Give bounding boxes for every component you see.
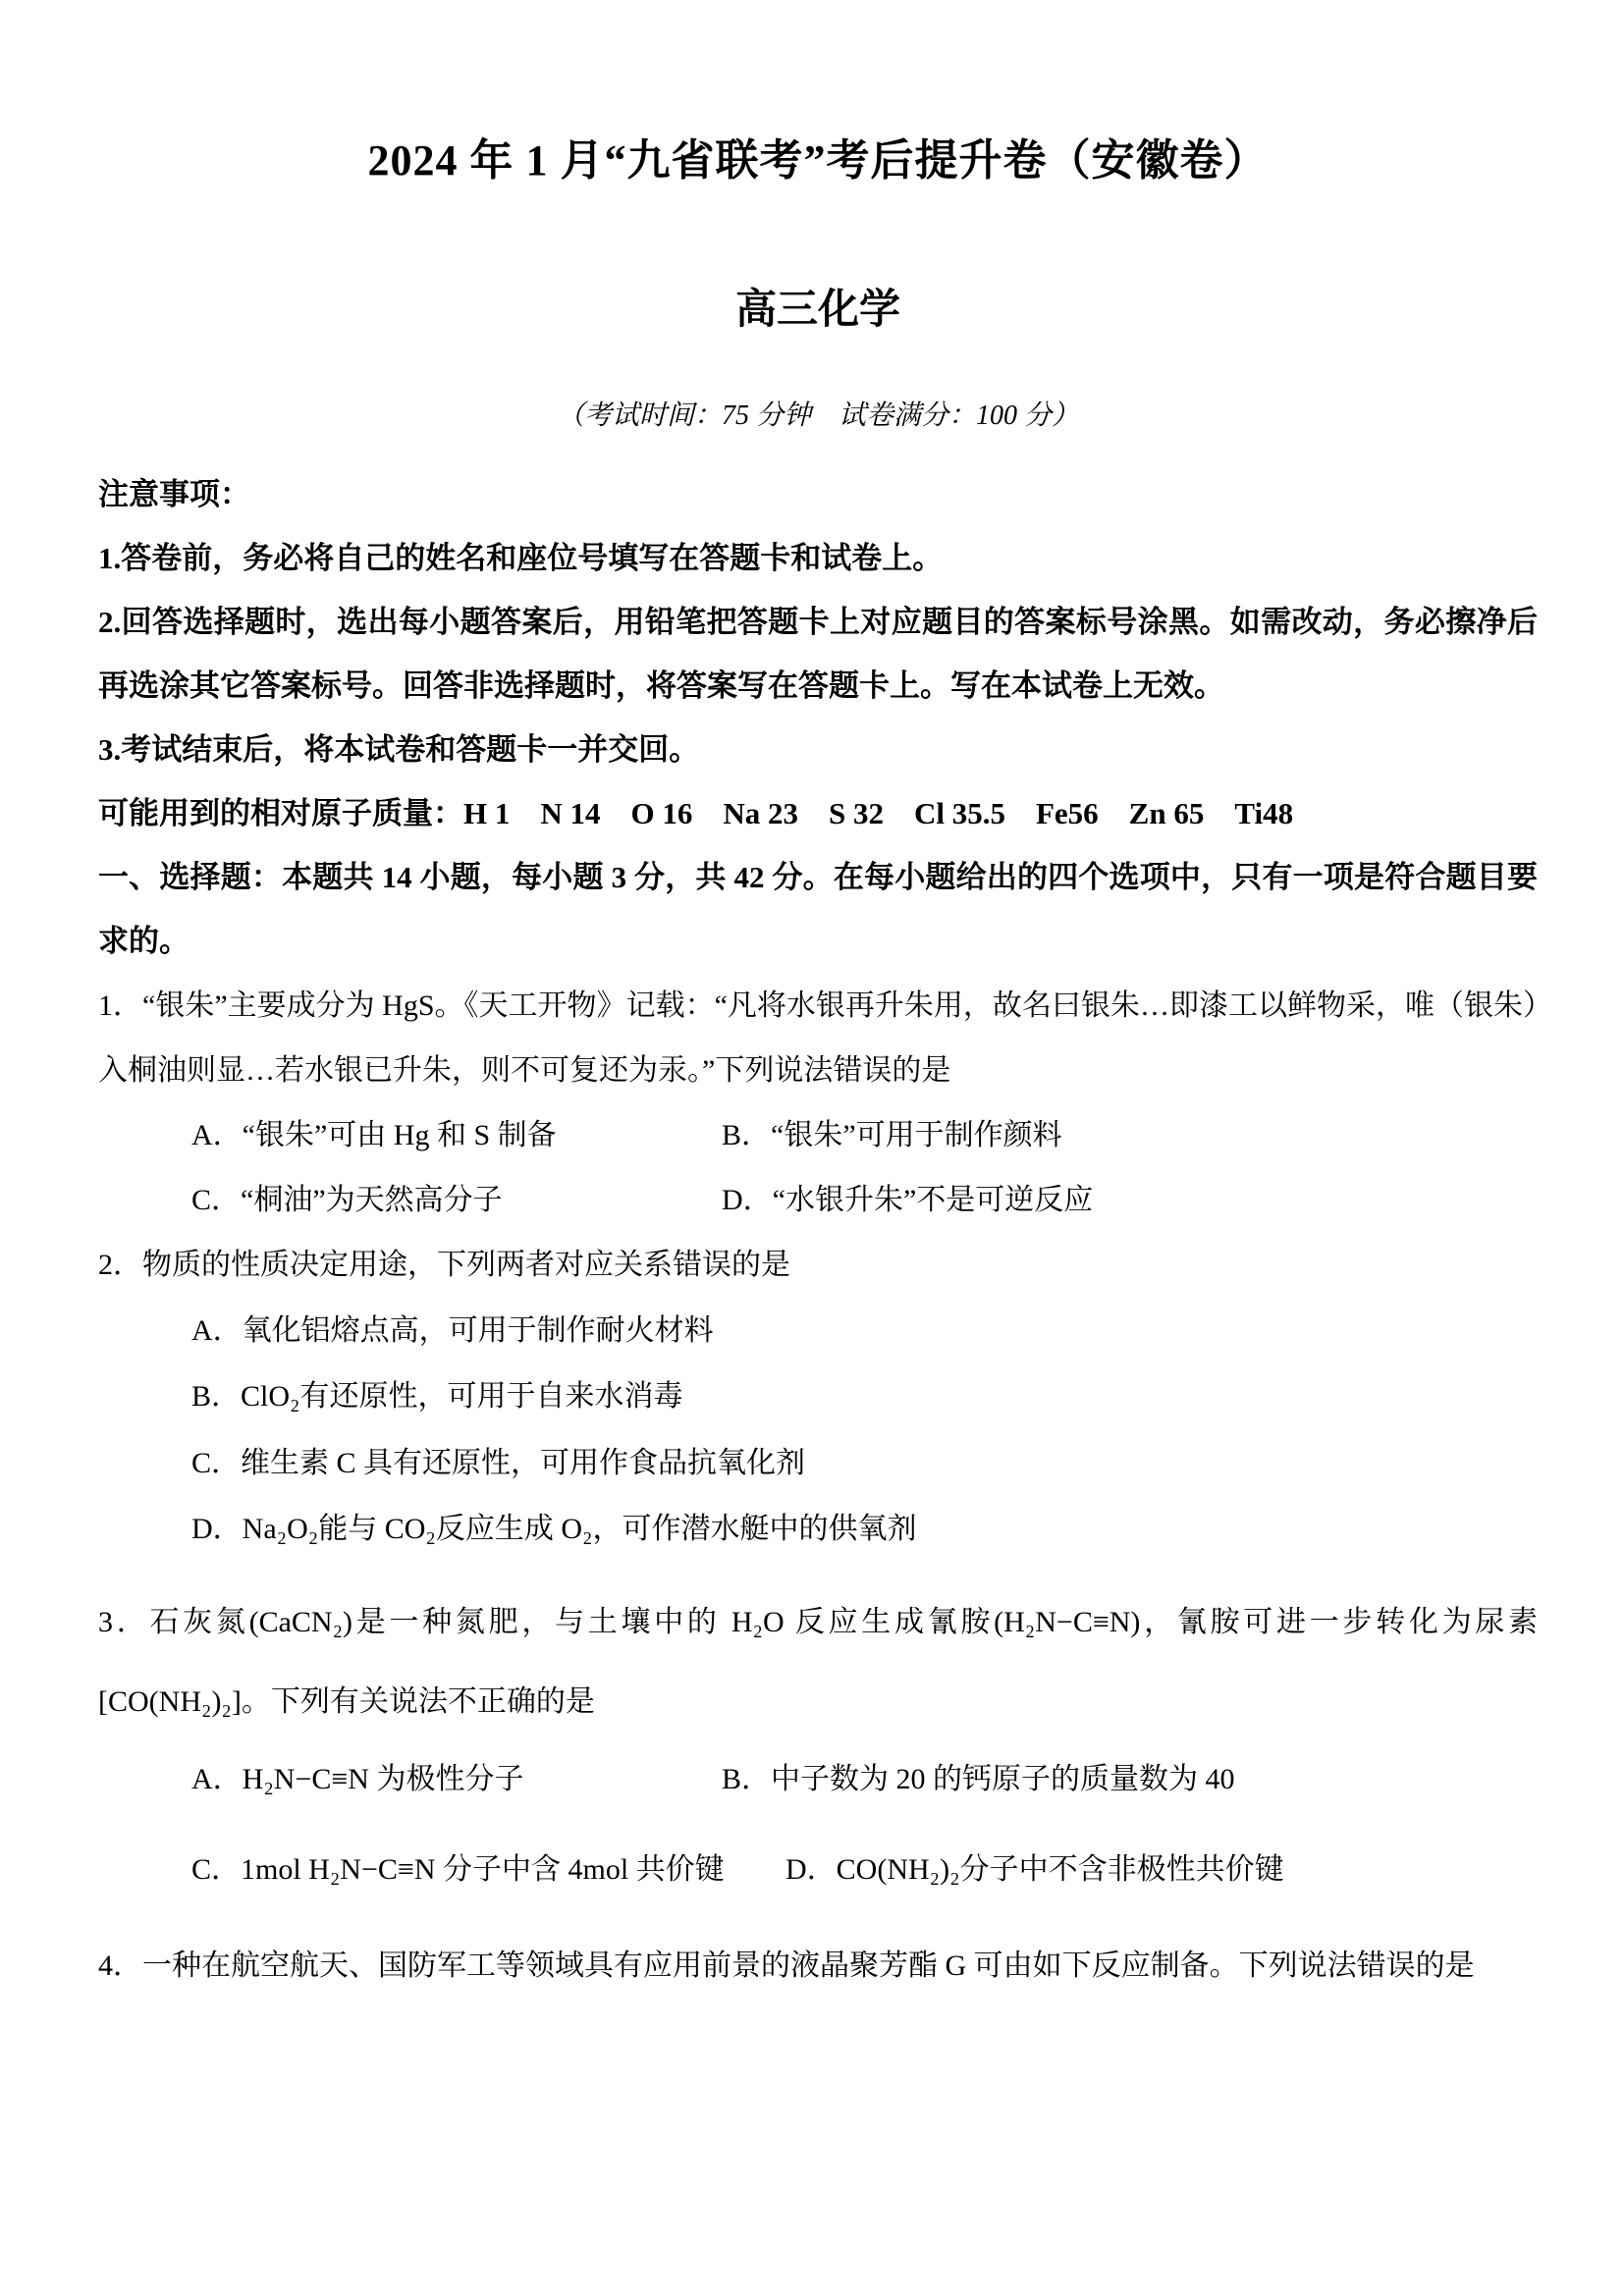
atomic-mass-line: 可能用到的相对原子质量：H 1 N 14 O 16 Na 23 S 32 Cl 35.5 Fe56 Zn 65 Ti48	[98, 796, 1294, 831]
question-1-option-a: A．“银朱”可由 Hg 和 S 制备	[191, 1118, 557, 1151]
question-3-options-row-1	[98, 1747, 1538, 1812]
question-3-options-row-2	[98, 1838, 1538, 1902]
question-3	[98, 1582, 1538, 1902]
question-4-number: 4．	[98, 1949, 142, 1982]
question-1-text: “银朱”主要成分为 HgS。《天工开物》记载：“凡将水银再升朱用，故名曰银朱…即漆工以鲜物采，唯（银朱）入桐油则显…若水银已升朱，则不可复还为汞。”下列说法错误的是	[98, 988, 1539, 1087]
notice-heading: 注意事项：	[98, 476, 250, 511]
notice-item-3: 3.考试结束后，将本试卷和答题卡一并交回。	[98, 732, 700, 768]
question-3-option-d: D．CO(NH₂)₂分子中不含非极性共价键	[785, 1852, 1284, 1886]
question-4-stem	[98, 1934, 1538, 1999]
question-2-option-a: A．氧化铝熔点高，可用于制作耐火材料	[191, 1313, 714, 1347]
question-3-option-c: C．1mol H₂N−C≡N 分子中含 4mol 共价键	[191, 1852, 725, 1886]
exam-info-line: （考试时间：75 分钟 试卷满分：100 分）	[556, 400, 1079, 432]
notice-item-2: 2.回答选择题时，选出每小题答案后，用铅笔把答题卡上对应题目的答案标号涂黑。如需改动，务必擦净后再选涂其它答案标号。回答非选择题时，将答案写在答题卡上。写在本试卷上无效。	[98, 604, 1538, 704]
question-2-stem	[98, 1233, 1538, 1298]
question-1-option-b: B．“银朱”可用于制作颜料	[722, 1118, 1062, 1151]
question-4-text: 一种在航空航天、国防军工等领域具有应用前景的液晶聚芳酯 G 可由如下反应制备。下列说法错误的是	[142, 1949, 1475, 1982]
question-4	[98, 1934, 1538, 1999]
question-1-number: 1．	[98, 988, 143, 1022]
question-1-options-row-1	[98, 1103, 1538, 1168]
paper-title: 2024 年 1 月“九省联考”考后提升卷（安徽卷）	[367, 136, 1269, 185]
question-3-number: 3．	[98, 1605, 150, 1638]
paper-subject: 高三化学	[734, 287, 900, 333]
question-1	[98, 974, 1538, 1233]
question-2-option-d: D．Na₂O₂能与 CO₂反应生成 O₂，可作潜水艇中的供氧剂	[191, 1513, 917, 1546]
question-2-number: 2．	[98, 1248, 142, 1281]
question-1-option-d: D．“水银升朱”不是可逆反应	[722, 1183, 1094, 1216]
section-heading: 一、选择题：本题共 14 小题，每小题 3 分，共 42 分。在每小题给出的四个选项中，只有一项是符合题目要求的。	[98, 860, 1538, 959]
question-1-options-row-2	[98, 1168, 1538, 1233]
question-2-text: 物质的性质决定用途，下列两者对应关系错误的是	[142, 1248, 790, 1281]
question-3-stem	[98, 1582, 1538, 1741]
notice-section	[98, 462, 1538, 974]
question-1-stem	[98, 974, 1538, 1103]
question-1-option-c: C．“桐油”为天然高分子	[191, 1183, 503, 1216]
question-3-option-a: A．H₂N−C≡N 为极性分子	[191, 1762, 524, 1795]
question-2-option-b: B．ClO₂有还原性，可用于自来水消毒	[191, 1380, 683, 1414]
question-3-text: 石灰氮(CaCN₂)是一种氮肥，与土壤中的 H₂O 反应生成氰胺(H₂N−C≡N)，氰胺可进一步转化为尿素 [CO(NH₂)₂]。下列有关说法不正确的是	[98, 1605, 1539, 1718]
notice-item-1: 1.答卷前，务必将自己的姓名和座位号填写在答题卡和试卷上。	[98, 540, 944, 575]
question-2	[98, 1233, 1538, 1563]
question-2-option-c: C．维生素 C 具有还原性，可用作食品抗氧化剂	[191, 1446, 806, 1479]
question-3-option-b: B．中子数为 20 的钙原子的质量数为 40	[722, 1762, 1235, 1795]
